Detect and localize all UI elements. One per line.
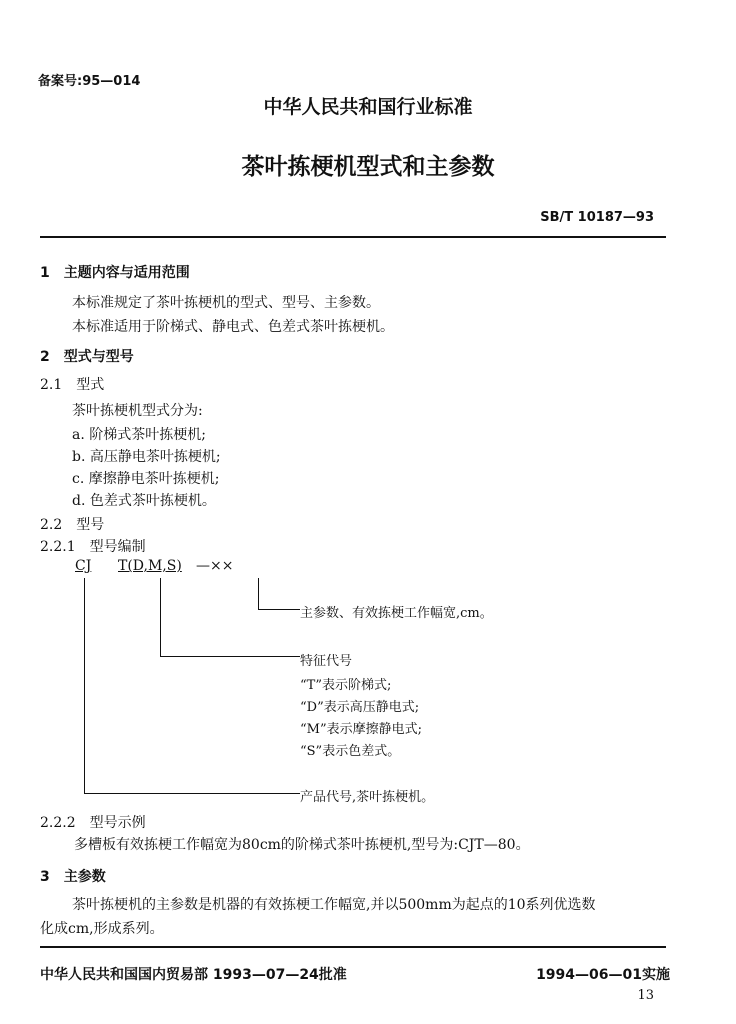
code-cj: CJ [75, 558, 92, 574]
section-2-1-heading: 2.1 型式 [40, 377, 105, 393]
section-2-1-intro: 茶叶拣梗机型式分为: [72, 403, 203, 419]
section-1-para-2: 本标准适用于阶梯式、静电式、色差式茶叶拣梗机。 [72, 319, 394, 335]
connector-main-vertical [258, 578, 259, 610]
section-2-2-heading: 2.2 型号 [40, 517, 105, 533]
section-2-2-1-heading: 2.2.1 型号编制 [40, 539, 146, 555]
type-item-c: c. 摩擦静电茶叶拣梗机; [72, 471, 220, 487]
section-2-heading: 2 型式与型号 [40, 349, 134, 365]
section-1-para-1: 本标准规定了茶叶拣梗机的型式、型号、主参数。 [72, 295, 380, 311]
record-number: 备案号:95—014 [38, 74, 141, 89]
label-product-code: 产品代号,茶叶拣梗机。 [300, 790, 435, 805]
section-3-para-1: 茶叶拣梗机的主参数是机器的有效拣梗工作幅宽,并以500mm为起点的10系列优选数 [72, 897, 596, 913]
effective-date: 1994—06—01实施 [536, 967, 670, 983]
standard-category: 中华人民共和国行业标准 [263, 96, 473, 118]
feature-item-m: “M”表示摩擦静电式; [300, 722, 422, 737]
section-3-heading: 3 主参数 [40, 869, 106, 885]
section-1-heading: 1 主题内容与适用范围 [40, 265, 190, 281]
feature-item-d: “D”表示高压静电式; [300, 700, 420, 715]
model-example-text: 多槽板有效拣梗工作幅宽为80cm的阶梯式茶叶拣梗机,型号为:CJT—80。 [74, 837, 530, 853]
connector-main-horizontal [258, 609, 300, 610]
label-feature-code: 特征代号 [300, 654, 353, 669]
type-item-d: d. 色差式茶叶拣梗机。 [72, 493, 216, 509]
section-2-2-2-heading: 2.2.2 型号示例 [40, 815, 146, 831]
feature-item-t: “T”表示阶梯式; [300, 678, 392, 693]
connector-product-vertical [84, 578, 85, 794]
document-title: 茶叶拣梗机型式和主参数 [241, 154, 495, 180]
page-number: 13 [637, 988, 654, 1003]
code-dash-xx: —×× [196, 558, 234, 574]
connector-feature-horizontal [160, 656, 300, 657]
header-rule [40, 236, 666, 238]
standard-code: SB/T 10187—93 [540, 210, 654, 225]
connector-feature-vertical [160, 578, 161, 657]
approval-line: 中华人民共和国国内贸易部 1993—07—24批准 [40, 967, 347, 983]
feature-item-s: “S”表示色差式。 [300, 744, 401, 759]
label-main-parameter: 主参数、有效拣梗工作幅宽,cm。 [300, 606, 493, 621]
footer-rule [40, 946, 666, 948]
code-t-dms: T(D,M,S) [118, 558, 182, 574]
type-item-b: b. 高压静电茶叶拣梗机; [72, 449, 221, 465]
type-item-a: a. 阶梯式茶叶拣梗机; [72, 427, 206, 443]
connector-product-horizontal [84, 793, 300, 794]
section-3-para-2: 化成cm,形成系列。 [40, 921, 164, 937]
